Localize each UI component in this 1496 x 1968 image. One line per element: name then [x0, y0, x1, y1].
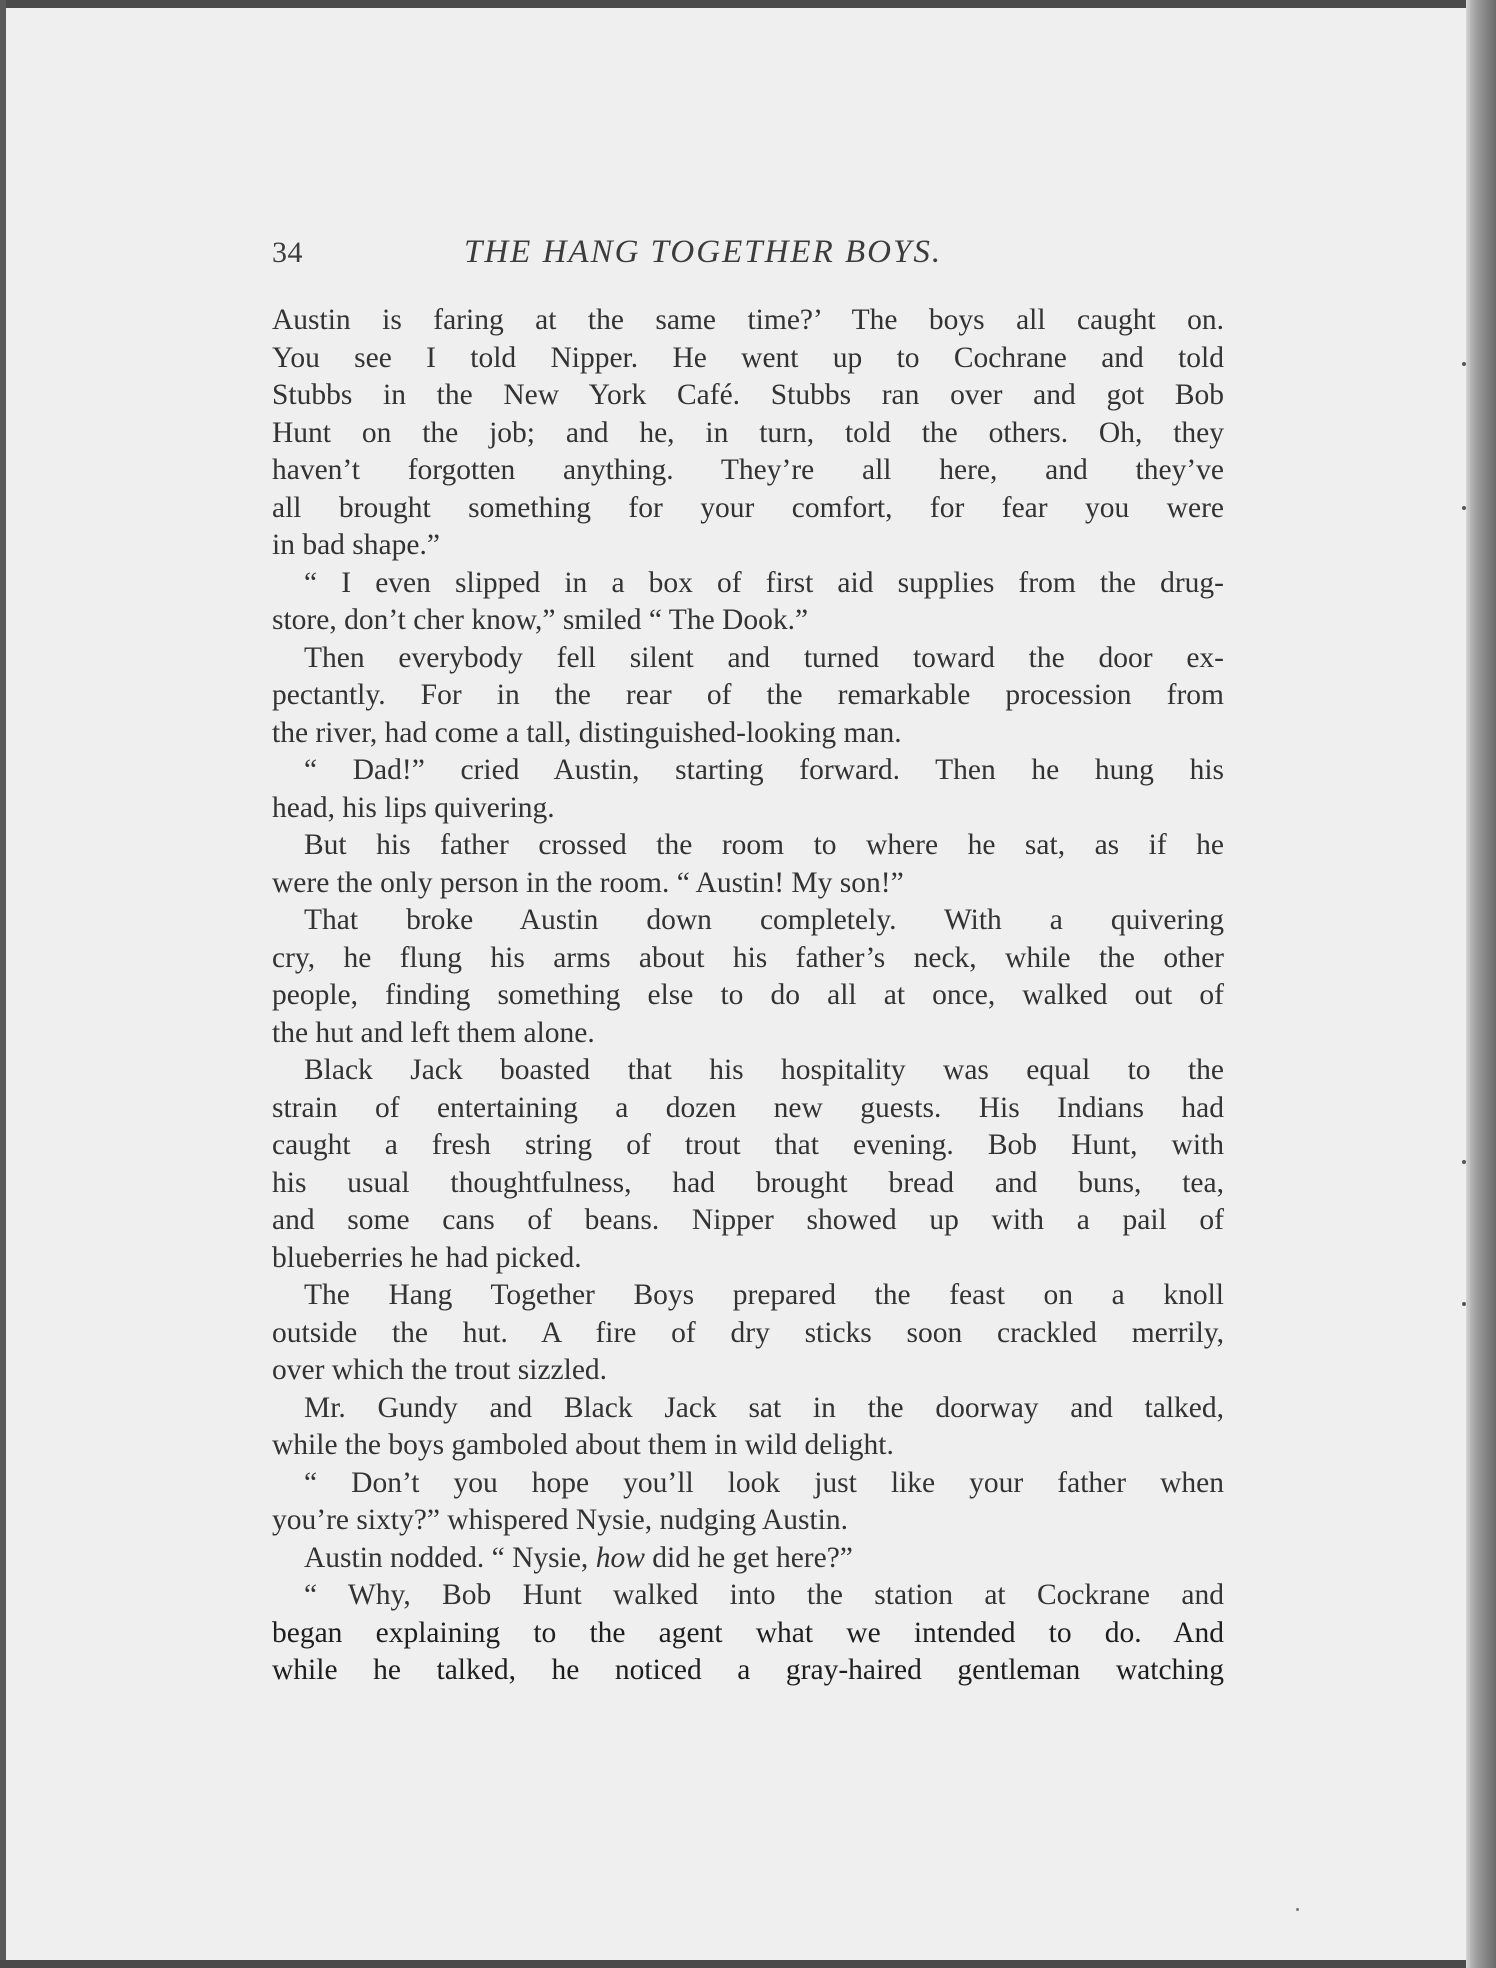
text-line: strain of entertaining a dozen new guests. His Indians had	[272, 1091, 1224, 1124]
text-line: That broke Austin down completely. With a quivering	[304, 904, 1224, 936]
scan-speck	[1462, 362, 1466, 366]
text-line: while he talked, he noticed a gray-haired gentleman watching	[272, 1654, 1224, 1686]
text-line: you’re sixty?” whispered Nysie, nudging Austin.	[272, 1504, 848, 1536]
text-line: Black Jack boasted that his hospitality was equal to the	[304, 1054, 1224, 1086]
text-line: in bad shape.”	[272, 529, 440, 561]
text-line: haven’t forgotten anything. They’re all here, and they’ve	[272, 454, 1224, 486]
text-line: head, his lips quivering.	[272, 791, 555, 824]
text-line: The Hang Together Boys prepared the feast on a knoll	[304, 1279, 1224, 1311]
text-line: and some cans of beans. Nipper showed up with a pail of	[272, 1204, 1224, 1236]
text-line: cry, he flung his arms about his father’s neck, while the other	[272, 941, 1224, 974]
text-line: the hut and left them alone.	[272, 1016, 595, 1049]
text-line: the river, had come a tall, distinguished-looking man.	[272, 716, 902, 749]
text-line: You see I told Nipper. He went up to Cochrane and told	[272, 341, 1224, 374]
scan-speck	[1462, 506, 1466, 510]
text-line: began explaining to the agent what we intended to do. And	[272, 1616, 1224, 1649]
text-line: caught a fresh string of trout that evening. Bob Hunt, with	[272, 1129, 1224, 1161]
text-line: all brought something for your comfort, for fear you were	[272, 491, 1224, 524]
text-run: did he get here?”	[644, 1541, 853, 1574]
text-line: store, don’t cher know,” smiled “ The Dook.”	[272, 604, 809, 636]
text-line: “ Dad!” cried Austin, starting forward. Then he hung his	[304, 754, 1224, 786]
scan-speck	[1296, 1908, 1299, 1911]
text-line: “ I even slipped in a box of first aid supplies from the drug-	[304, 566, 1224, 599]
text-line: were the only person in the room. “ Austin! My son!”	[272, 866, 904, 899]
page-number: 34	[272, 236, 303, 269]
scan-top-border	[0, 0, 1496, 8]
text-line: Austin is faring at the same time?’ The boys all caught on.	[272, 304, 1224, 336]
text-line: over which the trout sizzled.	[272, 1354, 608, 1386]
text-line: blueberries he had picked.	[272, 1241, 582, 1274]
page-header	[272, 228, 1232, 278]
text-line: “ Why, Bob Hunt walked into the station at Cockrane and	[304, 1579, 1224, 1611]
scan-left-border	[0, 0, 6, 1968]
running-title: THE HANG TOGETHER BOYS.	[464, 234, 943, 270]
emphasis-text: how	[595, 1541, 645, 1574]
book-spine-shadow	[1466, 0, 1496, 1968]
text-line	[272, 1540, 1224, 1578]
text-line: his usual thoughtfulness, had brought bread and buns, tea,	[272, 1166, 1224, 1199]
scan-speck	[1462, 1302, 1466, 1306]
scan-bottom-border	[0, 1960, 1496, 1968]
text-run: Austin nodded. “ Nysie,	[304, 1541, 596, 1574]
text-line: people, finding something else to do all at once, walked out of	[272, 979, 1224, 1011]
text-line: Hunt on the job; and he, in turn, told the others. Oh, they	[272, 416, 1224, 449]
text-line: pectantly. For in the rear of the remarkable procession from	[272, 679, 1224, 711]
text-line: while the boys gamboled about them in wild delight.	[272, 1429, 894, 1461]
body-text	[272, 302, 1224, 1690]
scan-speck	[1462, 1160, 1466, 1164]
text-line: Mr. Gundy and Black Jack sat in the doorway and talked,	[304, 1391, 1224, 1424]
text-line: “ Don’t you hope you’ll look just like your father when	[304, 1466, 1224, 1499]
text-line: Then everybody fell silent and turned toward the door ex-	[304, 641, 1224, 674]
text-line: Stubbs in the New York Café. Stubbs ran over and got Bob	[272, 379, 1224, 411]
text-line: But his father crossed the room to where he sat, as if he	[304, 829, 1224, 861]
text-line: outside the hut. A fire of dry sticks soon crackled merrily,	[272, 1316, 1224, 1349]
page-edge-line	[1468, 0, 1470, 1968]
